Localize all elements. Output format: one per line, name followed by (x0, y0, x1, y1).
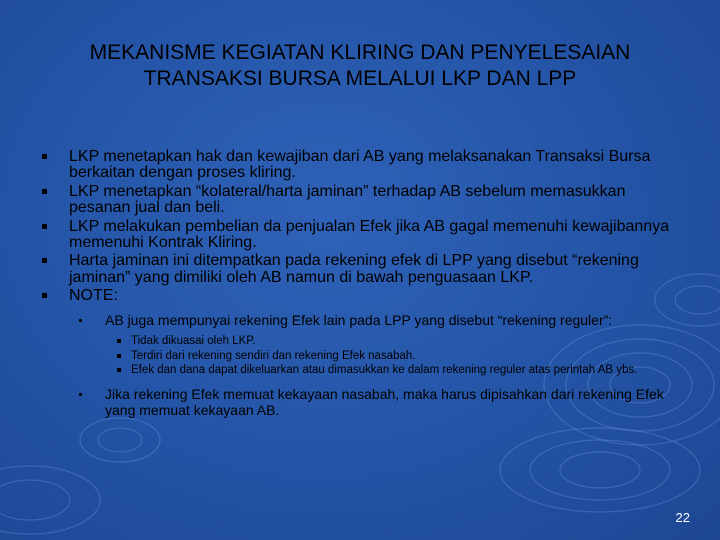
dot-bullet-icon (79, 393, 82, 396)
bullet-item (42, 184, 682, 216)
note-item (79, 386, 682, 418)
note-sub-text: Tidak dikuasai oleh LKP. (131, 335, 256, 348)
square-bullet-icon (42, 293, 47, 298)
title-line-2: TRANSAKSI BURSA MELALUI LKP DAN LPP (143, 67, 577, 90)
note-sub-text: Efek dan dana dapat dikeluarkan atau dimasukkan ke dalam rekening reguler atas perintah AB ybs. (131, 364, 638, 377)
bullet-item (42, 253, 682, 285)
square-bullet-icon (42, 154, 47, 159)
bullet-text: LKP menetapkan “kolateral/harta jaminan” terhadap AB sebelum memasukkan pesanan jual dan beli. (69, 182, 626, 216)
square-bullet-icon (42, 224, 47, 229)
note-text: AB juga mempunyai rekening Efek lain pada LPP yang disebut “rekening reguler”: (105, 312, 613, 329)
note-sub-item (117, 364, 682, 377)
bullet-text: LKP melakukan pembelian da penjualan Efek jika AB gagal memenuhi kewajibannya memenuhi Kontrak Kliring. (69, 217, 670, 251)
bullet-list (42, 149, 682, 427)
note-sub-item (117, 335, 682, 348)
note-sub-list (117, 335, 682, 377)
bullet-text: Harta jaminan ini ditempatkan pada rekening efek di LPP yang disebut “rekening jaminan” yang dimiliki oleh AB namun di bawah penguasaan LKP. (69, 252, 639, 286)
note-sub-text: Terdiri dari rekening sendiri dan rekening Efek nasabah. (131, 349, 416, 362)
bullet-item (42, 219, 682, 251)
bullet-item-note (42, 288, 682, 418)
note-text: Jika rekening Efek memuat kekayaan nasabah, maka harus dipisahkan dari rekening Efek yang memuat kekayaan AB. (105, 386, 664, 419)
dot-bullet-icon (79, 319, 82, 322)
slide-title (0, 40, 720, 92)
page-number: 22 (675, 510, 690, 525)
bullet-text: LKP menetapkan hak dan kewajiban dari AB yang melaksanakan Transaksi Bursa berkaitan dengan proses kliring. (69, 148, 651, 182)
square-bullet-icon (117, 368, 121, 372)
square-bullet-icon (42, 258, 47, 263)
note-label: NOTE: (69, 287, 118, 305)
square-bullet-icon (42, 189, 47, 194)
note-list (79, 312, 682, 418)
title-line-1: MEKANISME KEGIATAN KLIRING DAN PENYELESAIAN (89, 41, 631, 64)
bullet-item (42, 149, 682, 181)
square-bullet-icon (117, 354, 121, 358)
square-bullet-icon (117, 339, 121, 343)
note-sub-item (117, 350, 682, 363)
note-item (79, 312, 682, 377)
